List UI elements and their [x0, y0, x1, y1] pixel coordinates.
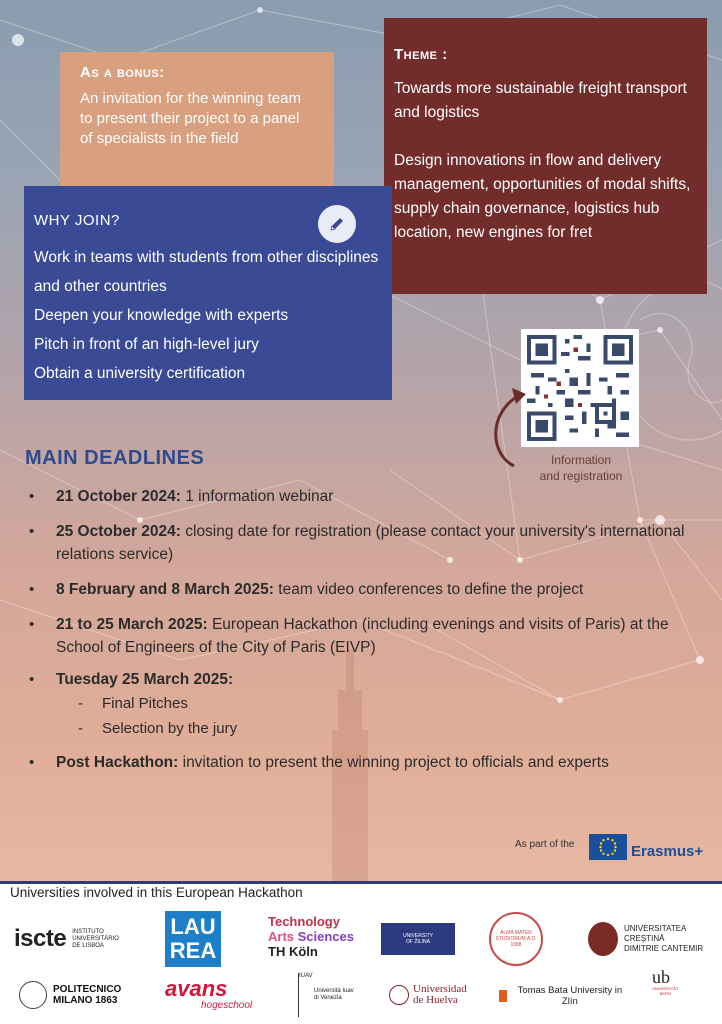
theme-line-1: Towards more sustainable freight transport and logistics [394, 80, 687, 121]
theme-line-2: Design innovations in flow and delivery management, opportunities of modal shifts, supply chain governance, logistics hub location, new engines for fret [394, 152, 691, 241]
deadline-date: 25 October 2024: [56, 523, 181, 540]
deadline-text: closing date for registration (please contact your university's international relations service) [56, 523, 685, 563]
eu-flag-icon [589, 834, 627, 860]
deadline-item [26, 578, 716, 601]
deadline-item [26, 520, 716, 566]
tomas-bata-mark-icon [499, 990, 507, 1002]
theme-box [384, 18, 707, 294]
logo-tomas-bata [499, 985, 629, 1007]
logo-iscte-line-2: UNIVERSITÁRIO [72, 935, 119, 942]
why-join-item: Deepen your knowledge with experts [34, 307, 289, 324]
theme-title: Theme : [394, 46, 448, 63]
logo-zilina-line-2: OF ŽILINA [406, 939, 430, 945]
logo-huelva-line-2: de Huelva [413, 994, 458, 1006]
logo-iuav-line-2: di Venezia [314, 995, 342, 1001]
logo-huelva-text [413, 984, 467, 1006]
logo-avans-subtitle: hogeschool [201, 1000, 253, 1011]
logo-polimi [19, 980, 129, 1010]
bonus-text: An invitation for the winning team to present their project to a panel of specialists in the field [80, 90, 301, 147]
why-join-title: WHY JOIN? [34, 212, 120, 229]
why-join-item: Obtain a university certification [34, 365, 246, 382]
deadline-text: team video conferences to define the project [273, 581, 584, 598]
qr-caption [522, 452, 640, 484]
logo-bern-line-1: UNIVERSITÄT [652, 986, 679, 991]
logo-tomas-bata-text: Tomas Bata University in Zlín [517, 985, 623, 1007]
deadline-sub-list [56, 691, 716, 741]
huelva-seal-icon [389, 985, 409, 1005]
logo-iuav-text [314, 988, 354, 1002]
logo-bologna-text: ALMA MATER STUDIORUM A.D. 1088 [495, 930, 537, 948]
logo-cantemir-line-2: DIMITRIE CANTEMIR [624, 944, 704, 953]
qr-code[interactable] [521, 329, 639, 447]
logo-iuav-venezia [298, 973, 368, 1017]
why-join-item: Work in teams with students from other disciplines and other countries [34, 249, 379, 295]
logo-polimi-line-1: POLITECNICO [53, 984, 122, 995]
logo-th-koln-line-3: TH Köln [268, 944, 318, 959]
logo-th-koln-arts: Arts [268, 929, 298, 944]
footer-divider [0, 881, 722, 884]
logo-polimi-text [53, 984, 121, 1006]
logo-bern-subtitle [652, 986, 678, 996]
logo-avans-wordmark: avans [165, 976, 228, 1001]
logo-iscte-line-3: DE LISBOA [72, 942, 104, 949]
deadline-item [26, 668, 716, 741]
why-join-item: Pitch in front of an high-level jury [34, 336, 259, 353]
qr-caption-line-2: and registration [539, 469, 623, 483]
logo-huelva [389, 982, 465, 1008]
deadline-sub-item: - Selection by the jury [78, 716, 716, 741]
logo-iscte-line-1: INSTITUTO [72, 928, 104, 935]
qr-caption-line-1: Information [550, 453, 612, 467]
bonus-box [60, 52, 334, 192]
logo-cantemir-line-1: UNIVERSITATEA CREȘTINĂ [624, 924, 686, 943]
deadline-sub-item: - Final Pitches [78, 691, 716, 716]
logo-th-koln-sciences: Sciences [297, 929, 354, 944]
logo-iuav-line-1: Università Iuav [314, 988, 354, 994]
logo-huelva-line-1: Universidad [413, 983, 467, 995]
logo-iscte [14, 926, 134, 952]
deadline-item [26, 751, 716, 774]
erasmus-name: Erasmus+ [631, 843, 704, 860]
erasmus-label: As part of the [515, 839, 575, 850]
pencil-icon [318, 205, 356, 243]
deadlines-title: MAIN DEADLINES [25, 447, 205, 469]
deadline-date: Post Hackathon: [56, 754, 179, 771]
polimi-seal-icon [19, 981, 47, 1009]
logo-laurea-line-2: REA [169, 938, 217, 963]
logo-bern-line-2: BERN [659, 991, 671, 996]
logo-avans [165, 978, 261, 1011]
logo-iscte-subtitle [72, 929, 119, 950]
logo-cantemir [588, 921, 716, 957]
logo-zilina-line-1: UNIVERSITY [402, 933, 433, 939]
deadline-text: 1 information webinar [180, 488, 334, 505]
footer-title: Universities involved in this European Hackathon [10, 885, 303, 900]
deadline-text: European Hackathon (including evenings and visits of Paris) at the School of Engineers of the City of Paris (EIVP) [56, 616, 669, 656]
logo-bern [652, 968, 692, 996]
deadline-item [26, 485, 716, 508]
logo-th-koln-line-1: Technology [268, 914, 340, 929]
logo-th-koln-line-2 [268, 929, 354, 944]
logo-laurea-line-1: LAU [170, 914, 216, 939]
logo-cantemir-text [624, 924, 716, 954]
deadlines-list [26, 485, 716, 774]
why-join-list [34, 243, 382, 388]
deadline-item [26, 613, 716, 659]
deadline-text: invitation to present the winning project to officials and experts [178, 754, 609, 771]
logo-bern-wordmark: ub [652, 967, 670, 987]
logo-th-koln [268, 914, 360, 959]
logo-bologna [489, 912, 543, 966]
cantemir-emblem-icon [588, 922, 618, 956]
deadline-date: Tuesday 25 March 2025: [56, 671, 234, 688]
logo-iuav-mark: IUAV [298, 973, 308, 1017]
deadline-date: 21 October 2024: [56, 488, 181, 505]
logo-polimi-line-2: MILANO 1863 [53, 995, 118, 1006]
deadline-date: 21 to 25 March 2025: [56, 616, 208, 633]
deadline-date: 8 February and 8 March 2025: [56, 581, 274, 598]
logo-zilina-text [403, 933, 433, 945]
bonus-title: As a bonus: [80, 64, 165, 81]
logo-zilina [381, 923, 455, 955]
logo-laurea [165, 911, 221, 967]
logo-iscte-wordmark: iscte [14, 925, 67, 952]
